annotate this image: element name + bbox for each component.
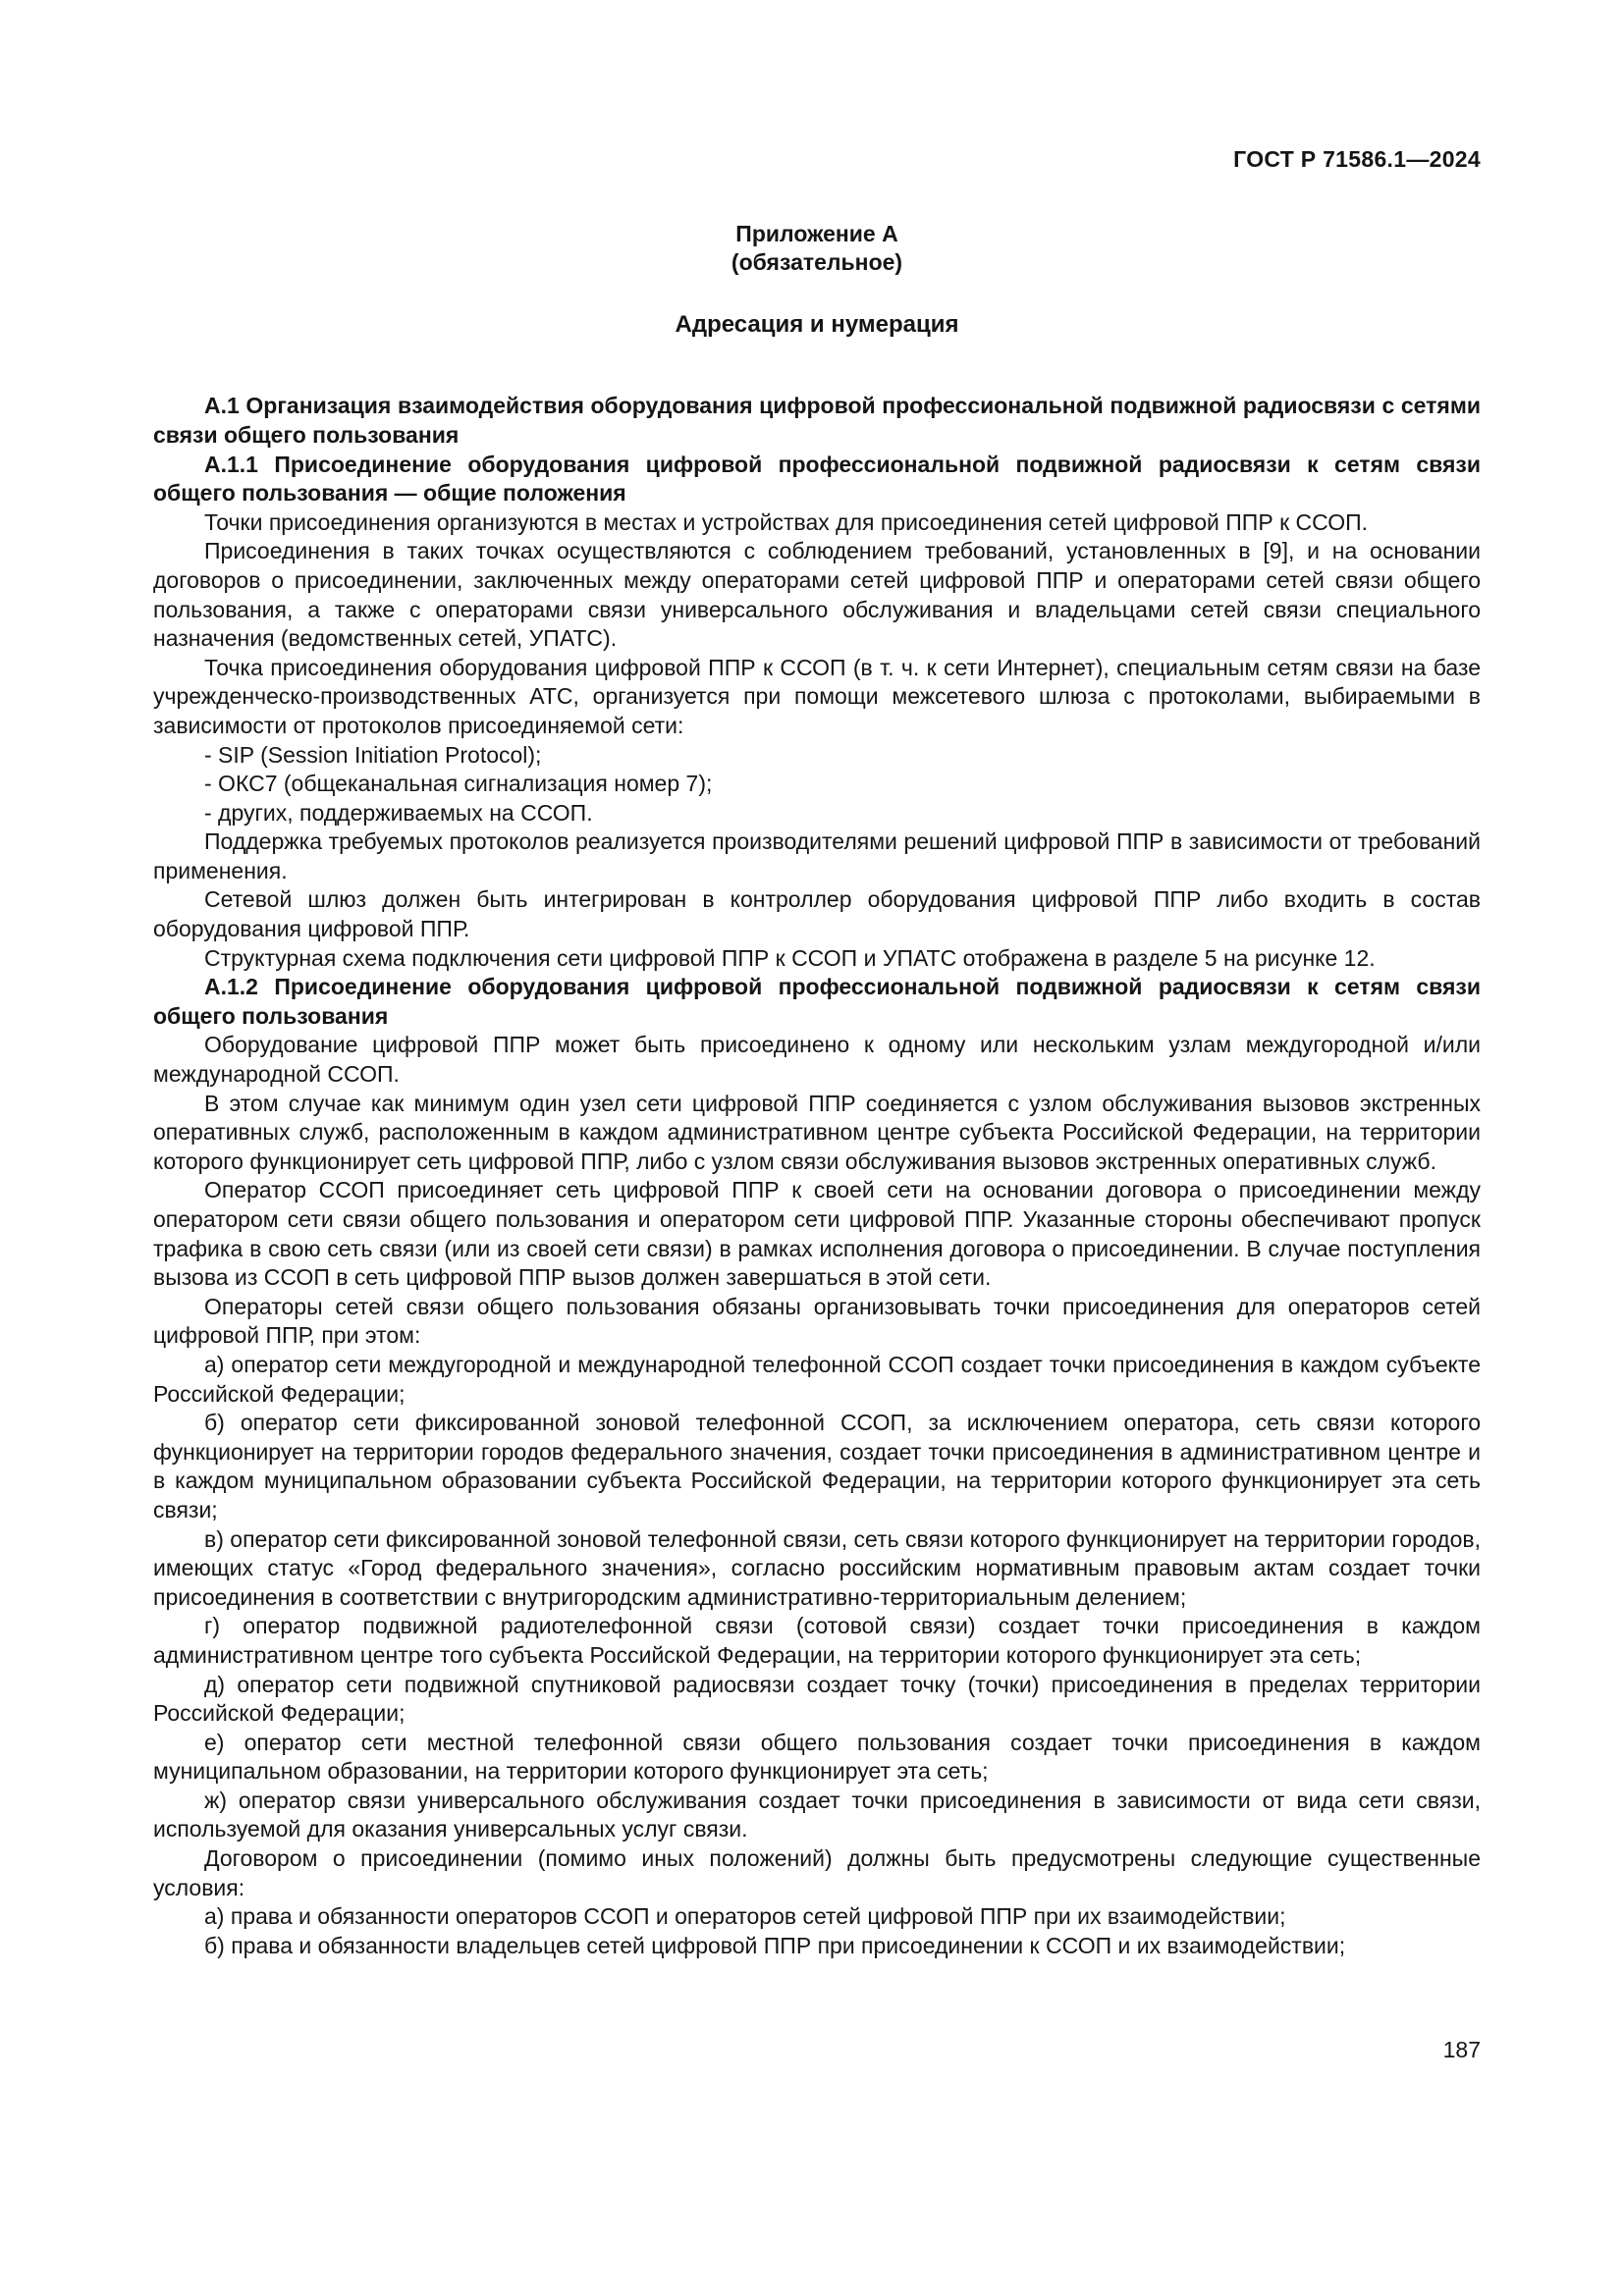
- list-paragraph-a2: а) права и обязанности операторов ССОП и операторов сетей цифровой ППР при их взаимодействии;: [204, 1903, 1286, 1930]
- list-paragraph-zh: ж) оператор связи универсального обслуживания создает точки присоединения в зависимости от вида сети связи, используемой для оказания универсальных услуг связи.: [153, 1787, 1481, 1842]
- list-item: - SIP (Session Initiation Protocol);: [204, 741, 542, 768]
- page-content: [153, 145, 1481, 1960]
- document-code-header: ГОСТ Р 71586.1—2024: [1233, 146, 1481, 172]
- page-number: 187: [1442, 2037, 1481, 2062]
- body-text: [153, 392, 1481, 1960]
- list-paragraph-d: д) оператор сети подвижной спутниковой радиосвязи создает точку (точки) присоединения в пределах территории Российской Федерации;: [153, 1671, 1481, 1727]
- list-paragraph-b2: б) права и обязанности владельцев сетей цифровой ППР при присоединении к ССОП и их взаимодействии;: [204, 1932, 1346, 1958]
- list-paragraph-a: а) оператор сети междугородной и международной телефонной ССОП создает точки присоединения в каждом субъекте Российской Федерации;: [153, 1351, 1481, 1407]
- list-paragraph-v: в) оператор сети фиксированной зоновой телефонной связи, сеть связи которого функционирует на территории городов, имеющих статус «Город федерального значения», согласно российским нормативным правовым актам создает точки присоединения в соответствии с внутригородским административно-территориальным делением;: [153, 1525, 1481, 1610]
- list-item: - других, поддерживаемых на ССОП.: [204, 799, 593, 826]
- appendix-obligation-note: (обязательное): [731, 249, 903, 276]
- paragraph: Договором о присоединении (помимо иных положений) должны быть предусмотрены следующие существенные условия:: [153, 1845, 1481, 1900]
- section-heading-a11: А.1.1 Присоединение оборудования цифровой профессиональной подвижной радиосвязи к сетям связи общего пользования — общие положения: [153, 451, 1481, 507]
- section-heading-a1: А.1 Организация взаимодействия оборудования цифровой профессиональной подвижной радиосвязи с сетями связи общего пользования: [153, 393, 1481, 448]
- paragraph: Поддержка требуемых протоколов реализуется производителями решений цифровой ППР в зависимости от требований применения.: [153, 828, 1481, 883]
- list-paragraph-b: б) оператор сети фиксированной зоновой телефонной ССОП, за исключением оператора, сеть связи которого функционирует на территории городов федерального значения, создает точки присоединения в административном центре и в каждом муниципальном образовании субъекта Российской Федерации, на территории которого функционирует эта сеть связи;: [153, 1410, 1481, 1522]
- paragraph: Структурная схема подключения сети цифровой ППР к ССОП и УПАТС отображена в разделе 5 на рисунке 12.: [204, 944, 1376, 971]
- paragraph: Точка присоединения оборудования цифровой ППР к ССОП (в т. ч. к сети Интернет), специальным сетям связи на базе учрежденческо-производственных АТС, организуется при помощи межсетевого шлюза с протоколами, выбираемыми в зависимости от протоколов присоединяемой сети:: [153, 654, 1481, 738]
- paragraph: Операторы сетей связи общего пользования обязаны организовывать точки присоединения для операторов сетей цифровой ППР, при этом:: [153, 1293, 1481, 1349]
- paragraph: Оператор ССОП присоединяет сеть цифровой ППР к своей сети на основании договора о присоединении между оператором сети связи общего пользования и оператором сети цифровой ППР. Указанные стороны обеспечивают пропуск трафика в свою сеть связи (или из своей сети связи) в рамках исполнения договора о присоединении. В случае поступления вызова из ССОП в сеть цифровой ППР вызов должен завершаться в этой сети.: [153, 1177, 1481, 1291]
- list-item: - ОКС7 (общеканальная сигнализация номер 7);: [204, 771, 713, 797]
- section-heading-a12: А.1.2 Присоединение оборудования цифровой профессиональной подвижной радиосвязи к сетям связи общего пользования: [153, 974, 1481, 1029]
- list-paragraph-e: е) оператор сети местной телефонной связи общего пользования создает точки присоединения в каждом муниципальном образовании, на территории которого функционирует эта сеть;: [153, 1729, 1481, 1785]
- paragraph: Оборудование цифровой ППР может быть присоединено к одному или нескольким узлам междугородной и/или международной ССОП.: [153, 1032, 1481, 1088]
- appendix-label: Приложение А: [735, 220, 898, 246]
- paragraph: В этом случае как минимум один узел сети цифровой ППР соединяется с узлом обслуживания вызовов экстренных оперативных служб, расположенным в каждом административном центре субъекта Российской Федерации, на территории которого функционирует сеть цифровой ППР, либо с узлом связи обслуживания вызовов экстренных оперативных служб.: [153, 1090, 1481, 1174]
- paragraph: Присоединения в таких точках осуществляются с соблюдением требований, установленных в [9], и на основании договоров о присоединении, заключенных между операторами сетей цифровой ППР и операторами сетей связи общего пользования, а также с операторами связи универсального обслуживания и владельцами сетей связи специального назначения (ведомственных сетей, УПАТС).: [153, 538, 1481, 652]
- paragraph: Сетевой шлюз должен быть интегрирован в контроллер оборудования цифровой ППР либо входить в состав оборудования цифровой ППР.: [153, 886, 1481, 942]
- list-paragraph-g: г) оператор подвижной радиотелефонной связи (сотовой связи) создает точки присоединения в каждом административном центре того субъекта Российской Федерации, на территории которого функционирует эта сеть;: [153, 1613, 1481, 1668]
- paragraph: Точки присоединения организуются в местах и устройствах для присоединения сетей цифровой ППР к ССОП.: [204, 508, 1369, 535]
- appendix-title: Адресация и нумерация: [675, 310, 959, 338]
